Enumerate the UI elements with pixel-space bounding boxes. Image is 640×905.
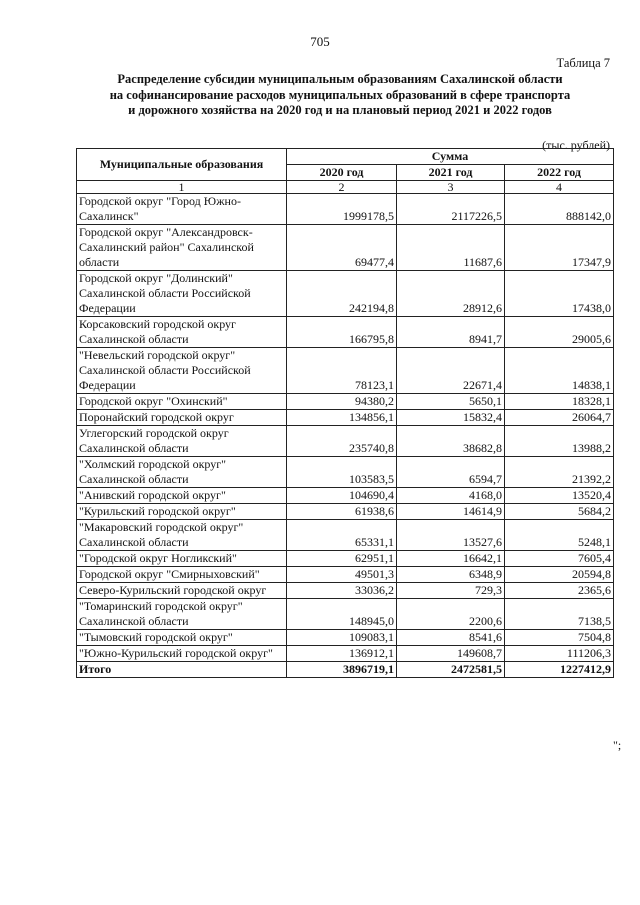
value-2021: 729,3 [397, 583, 505, 599]
document-title [70, 72, 610, 119]
municipality-name: "Невельский городской округ" Сахалинской области Российской Федерации [77, 348, 287, 394]
header-year-2020: 2020 год [287, 165, 397, 181]
municipality-name: Городской округ "Смирныховский" [77, 567, 287, 583]
value-2022: 13520,4 [505, 488, 614, 504]
value-2021: 8541,6 [397, 630, 505, 646]
value-2020: 134856,1 [287, 410, 397, 426]
table-row [77, 488, 614, 504]
table-row [77, 599, 614, 630]
title-line: на софинансирование расходов муниципальных образований в сфере транспорта [109, 87, 571, 102]
table-row [77, 426, 614, 457]
units-label: (тыс. рублей) [542, 138, 610, 152]
value-2021: 16642,1 [397, 551, 505, 567]
municipality-name: "Холмский городской округ" Сахалинской области [77, 457, 287, 488]
column-index: 3 [397, 181, 505, 194]
value-2021: 6594,7 [397, 457, 505, 488]
municipality-name: Городской округ "Долинский" Сахалинской области Российской Федерации [77, 271, 287, 317]
total-2020: 3896719,1 [287, 662, 397, 678]
value-2022: 7138,5 [505, 599, 614, 630]
table-row [77, 567, 614, 583]
municipality-name: Городской округ "Охинский" [77, 394, 287, 410]
subsidy-table [76, 148, 614, 678]
value-2022: 7504,8 [505, 630, 614, 646]
value-2021: 2117226,5 [397, 194, 505, 225]
header-municipalities: Муниципальные образования [77, 149, 287, 181]
table-row [77, 630, 614, 646]
header-year-2022: 2022 год [505, 165, 614, 181]
value-2022: 18328,1 [505, 394, 614, 410]
value-2021: 11687,6 [397, 225, 505, 271]
value-2021: 13527,6 [397, 520, 505, 551]
total-2021: 2472581,5 [397, 662, 505, 678]
total-label: Итого [77, 662, 287, 678]
table-row [77, 194, 614, 225]
value-2021: 5650,1 [397, 394, 505, 410]
value-2022: 17438,0 [505, 271, 614, 317]
value-2020: 69477,4 [287, 225, 397, 271]
value-2022: 26064,7 [505, 410, 614, 426]
value-2020: 1999178,5 [287, 194, 397, 225]
value-2020: 65331,1 [287, 520, 397, 551]
municipality-name: Корсаковский городской округ Сахалинской области [77, 317, 287, 348]
header-sum: Сумма [287, 149, 614, 165]
municipality-name: Поронайский городской округ [77, 410, 287, 426]
value-2020: 62951,1 [287, 551, 397, 567]
value-2020: 235740,8 [287, 426, 397, 457]
table-row [77, 410, 614, 426]
table-label: Таблица 7 [556, 56, 610, 70]
value-2022: 17347,9 [505, 225, 614, 271]
value-2021: 8941,7 [397, 317, 505, 348]
value-2022: 7605,4 [505, 551, 614, 567]
value-2022: 20594,8 [505, 567, 614, 583]
value-2020: 242194,8 [287, 271, 397, 317]
title-line: Распределение субсидии муниципальным образованиям Сахалинской области [117, 72, 563, 86]
table-row [77, 504, 614, 520]
value-2022: 29005,6 [505, 317, 614, 348]
municipality-name: "Тымовский городской округ" [77, 630, 287, 646]
municipality-name: "Курильский городской округ" [77, 504, 287, 520]
value-2020: 166795,8 [287, 317, 397, 348]
closing-quote-mark: "; [613, 738, 622, 752]
value-2020: 136912,1 [287, 646, 397, 662]
table-row [77, 225, 614, 271]
value-2021: 6348,9 [397, 567, 505, 583]
total-row [77, 662, 614, 678]
value-2020: 94380,2 [287, 394, 397, 410]
municipality-name: "Южно-Курильский городской округ" [77, 646, 287, 662]
table-row [77, 394, 614, 410]
value-2021: 38682,8 [397, 426, 505, 457]
value-2022: 5684,2 [505, 504, 614, 520]
value-2021: 15832,4 [397, 410, 505, 426]
table-row [77, 317, 614, 348]
value-2020: 49501,3 [287, 567, 397, 583]
table-row [77, 457, 614, 488]
column-index: 1 [77, 181, 287, 194]
value-2020: 104690,4 [287, 488, 397, 504]
municipality-name: Углегорский городской округ Сахалинской области [77, 426, 287, 457]
municipality-name: "Анивский городской округ" [77, 488, 287, 504]
value-2021: 149608,7 [397, 646, 505, 662]
value-2022: 13988,2 [505, 426, 614, 457]
table-row [77, 551, 614, 567]
value-2022: 21392,2 [505, 457, 614, 488]
municipality-name: "Городской округ Ногликский" [77, 551, 287, 567]
total-2022: 1227412,9 [505, 662, 614, 678]
value-2020: 148945,0 [287, 599, 397, 630]
table-row [77, 583, 614, 599]
value-2022: 5248,1 [505, 520, 614, 551]
value-2020: 78123,1 [287, 348, 397, 394]
value-2020: 33036,2 [287, 583, 397, 599]
municipality-name: "Макаровский городской округ" Сахалинской области [77, 520, 287, 551]
value-2020: 61938,6 [287, 504, 397, 520]
municipality-name: Городской округ "Город Южно-Сахалинск" [77, 194, 287, 225]
table-row [77, 520, 614, 551]
municipality-name: Городской округ "Александровск-Сахалинский район" Сахалинской области [77, 225, 287, 271]
table-row [77, 271, 614, 317]
municipality-name: "Томаринский городской округ" Сахалинской области [77, 599, 287, 630]
table-row [77, 646, 614, 662]
column-index: 2 [287, 181, 397, 194]
value-2020: 109083,1 [287, 630, 397, 646]
value-2022: 888142,0 [505, 194, 614, 225]
value-2022: 2365,6 [505, 583, 614, 599]
page-number: 705 [310, 34, 330, 49]
header-year-2021: 2021 год [397, 165, 505, 181]
table-row [77, 348, 614, 394]
value-2021: 2200,6 [397, 599, 505, 630]
value-2021: 14614,9 [397, 504, 505, 520]
value-2021: 28912,6 [397, 271, 505, 317]
municipality-name: Северо-Курильский городской округ [77, 583, 287, 599]
value-2021: 22671,4 [397, 348, 505, 394]
value-2022: 111206,3 [505, 646, 614, 662]
value-2021: 4168,0 [397, 488, 505, 504]
value-2022: 14838,1 [505, 348, 614, 394]
column-index: 4 [505, 181, 614, 194]
title-line: и дорожного хозяйства на 2020 год и на плановый период 2021 и 2022 годов [128, 103, 552, 117]
value-2020: 103583,5 [287, 457, 397, 488]
